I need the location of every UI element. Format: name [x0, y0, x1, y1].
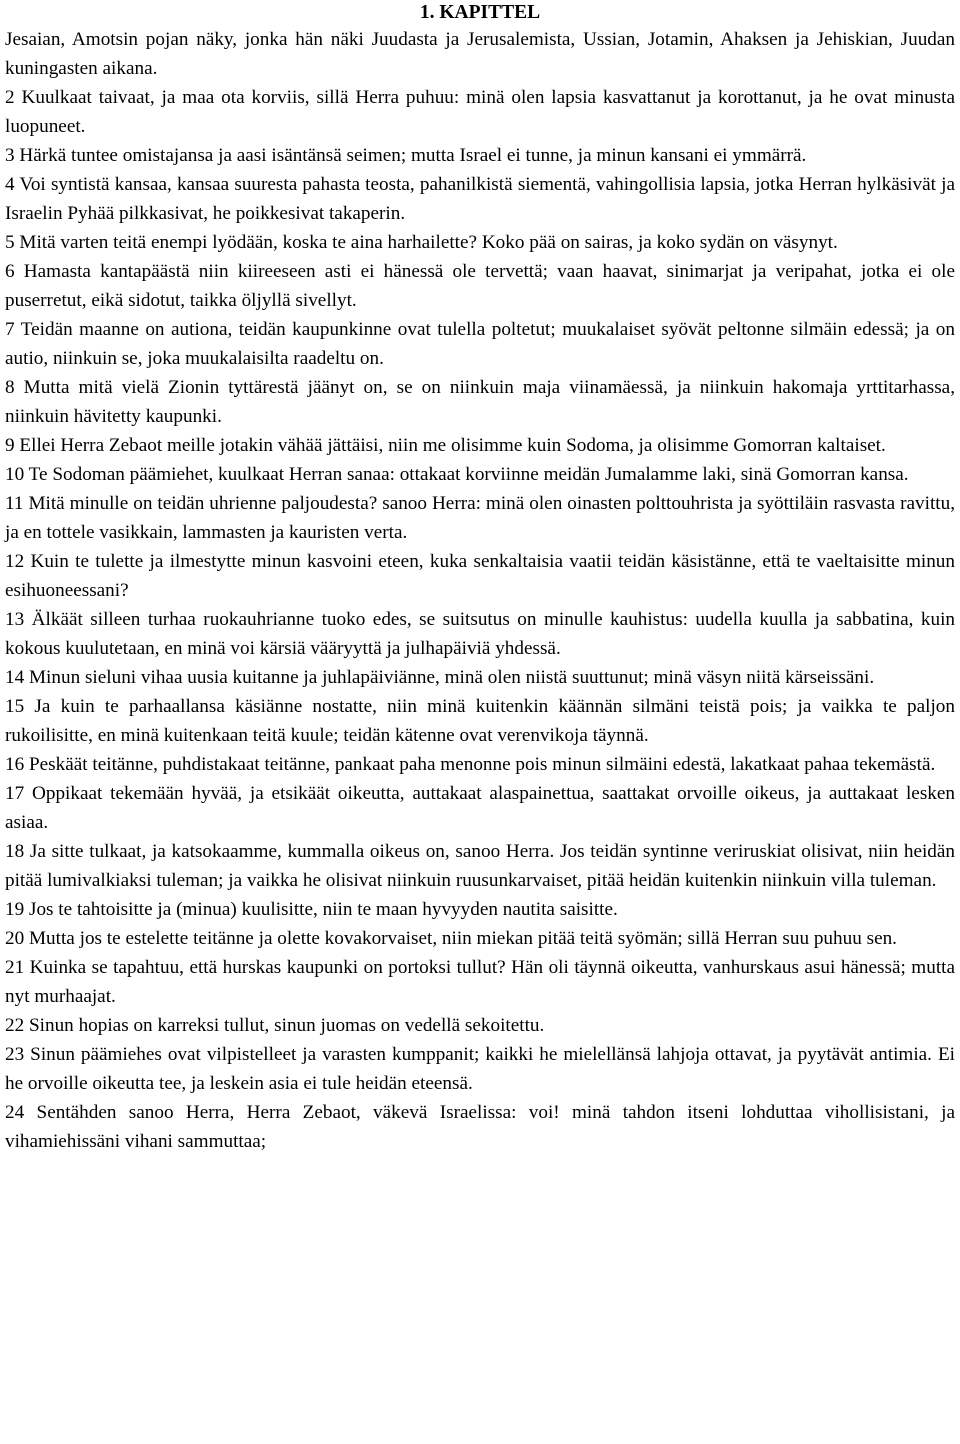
verse-21: 21 Kuinka se tapahtuu, että hurskas kaupunki on portoksi tullut? Hän oli täynnä oikeutta, vanhurskaus asui hänessä; mutta nyt murhaajat.	[5, 957, 955, 1007]
verse-6: 6 Hamasta kantapäästä niin kiireeseen asti ei hänessä ole tervettä; vaan haavat, sinimarjat ja veripahat, jotka ei ole puserretut, eikä sidotut, taikka öljyllä sivellyt.	[5, 261, 955, 311]
verse-23: 23 Sinun päämiehes ovat vilpistelleet ja varasten kumppanit; kaikki he mielellänsä lahjoja ottavat, ja pyytävät antimia. Ei he orvoille oikeutta tee, ja leskein asia ei tule heidän eteensä.	[5, 1044, 955, 1094]
verse-15: 15 Ja kuin te parhaallansa käsiänne nostatte, niin minä kuitenkin käännän silmäni teistä pois; ja vaikka te paljon rukoilisitte, en minä kuitenkaan teitä kuule; teidän kätenne ovat verenvikoja täynnä.	[5, 696, 955, 746]
verse-13: 13 Älkäät silleen turhaa ruokauhrianne tuoko edes, se suitsutus on minulle kauhistus: uudella kuulla ja sabbatina, kuin kokous kuulutetaan, en minä voi kärsiä vääryyttä ja julhapäiviä yhdessä.	[5, 609, 955, 659]
verse-7: 7 Teidän maanne on autiona, teidän kaupunkinne ovat tulella poltetut; muukalaiset syövät peltonne silmäin edessä; ja on autio, niinkuin se, joka muukalaisilta raadeltu on.	[5, 319, 955, 369]
verse-11: 11 Mitä minulle on teidän uhrienne paljoudesta? sanoo Herra: minä olen oinasten polttouhrista ja syöttiläin rasvasta ravittu, ja en tottele vasikkain, lammasten ja kauristen verta.	[5, 493, 955, 543]
verse-19: 19 Jos te tahtoisitte ja (minua) kuulisitte, niin te maan hyvyyden nautita saisitte.	[5, 899, 618, 920]
verse-18: 18 Ja sitte tulkaat, ja katsokaamme, kummalla oikeus on, sanoo Herra. Jos teidän syntinne veriruskiat olisivat, niin heidän pitää lumivalkiaksi tuleman; ja vaikka he olisivat niinkuin ruusunkarvaiset, pitää heidän kuitenkin niinkuin villa tuleman.	[5, 841, 955, 891]
verse-4: 4 Voi syntistä kansaa, kansaa suuresta pahasta teosta, pahanilkistä siementä, vahingollisia lapsia, jotka Herran hylkäsivät ja Israelin Pyhää pilkkasivat, he poikkesivat takaperin.	[5, 174, 955, 224]
verse-9: 9 Ellei Herra Zebaot meille jotakin vähää jättäisi, niin me olisimme kuin Sodoma, ja olisimme Gomorran kaltaiset.	[5, 435, 886, 456]
verse-8: 8 Mutta mitä vielä Zionin tyttärestä jäänyt on, se on niinkuin maja viinamäessä, ja niinkuin hakomaja yrttitarhassa, niinkuin hävitetty kaupunki.	[5, 377, 955, 427]
verse-5: 5 Mitä varten teitä enempi lyödään, koska te aina harhailette? Koko pää on sairas, ja koko sydän on väsynyt.	[5, 232, 838, 253]
verse-16: 16 Peskäät teitänne, puhdistakaat teitänne, pankaat paha menonne pois minun silmäini edestä, lakatkaat pahaa tekemästä.	[5, 754, 936, 775]
verse-2: 2 Kuulkaat taivaat, ja maa ota korviis, sillä Herra puhuu: minä olen lapsia kasvattanut ja korottanut, ja he ovat minusta luopuneet.	[5, 87, 955, 137]
verse-3: 3 Härkä tuntee omistajansa ja aasi isäntänsä seimen; mutta Israel ei tunne, ja minun kansani ei ymmärrä.	[5, 145, 807, 166]
verse-intro: Jesaian, Amotsin pojan näky, jonka hän näki Juudasta ja Jerusalemista, Ussian, Jotamin, Ahaksen ja Jehiskian, Juudan kuningasten aikana.	[5, 29, 955, 79]
verse-22: 22 Sinun hopias on karreksi tullut, sinun juomas on vedellä sekoitettu.	[5, 1015, 545, 1036]
verse-14: 14 Minun sieluni vihaa uusia kuitanne ja juhlapäiviänne, minä olen niistä suuttunut; minä väsyn niitä kärseissäni.	[5, 667, 875, 688]
verse-17: 17 Oppikaat tekemään hyvää, ja etsikäät oikeutta, auttakaat alaspainettua, saattakat orvoille oikeus, ja auttakaat lesken asiaa.	[5, 783, 955, 833]
verse-20: 20 Mutta jos te estelette teitänne ja olette kovakorvaiset, niin miekan pitää teitä syömän; sillä Herran suu puhuu sen.	[5, 928, 897, 949]
verse-24: 24 Sentähden sanoo Herra, Herra Zebaot, väkevä Israelissa: voi! minä tahdon itseni lohduttaa vihollisistani, ja vihamiehissäni vihani sammuttaa;	[5, 1102, 955, 1152]
document-page	[5, 0, 955, 1156]
verse-10: 10 Te Sodoman päämiehet, kuulkaat Herran sanaa: ottakaat korviinne meidän Jumalamme laki, sinä Gomorran kansa.	[5, 464, 909, 485]
chapter-title: 1. KAPITTEL	[419, 2, 541, 23]
verse-12: 12 Kuin te tulette ja ilmestytte minun kasvoini eteen, kuka senkaltaisia vaatii teidän käsistänne, että te vaeltaisitte minun esihuoneessani?	[5, 551, 955, 601]
